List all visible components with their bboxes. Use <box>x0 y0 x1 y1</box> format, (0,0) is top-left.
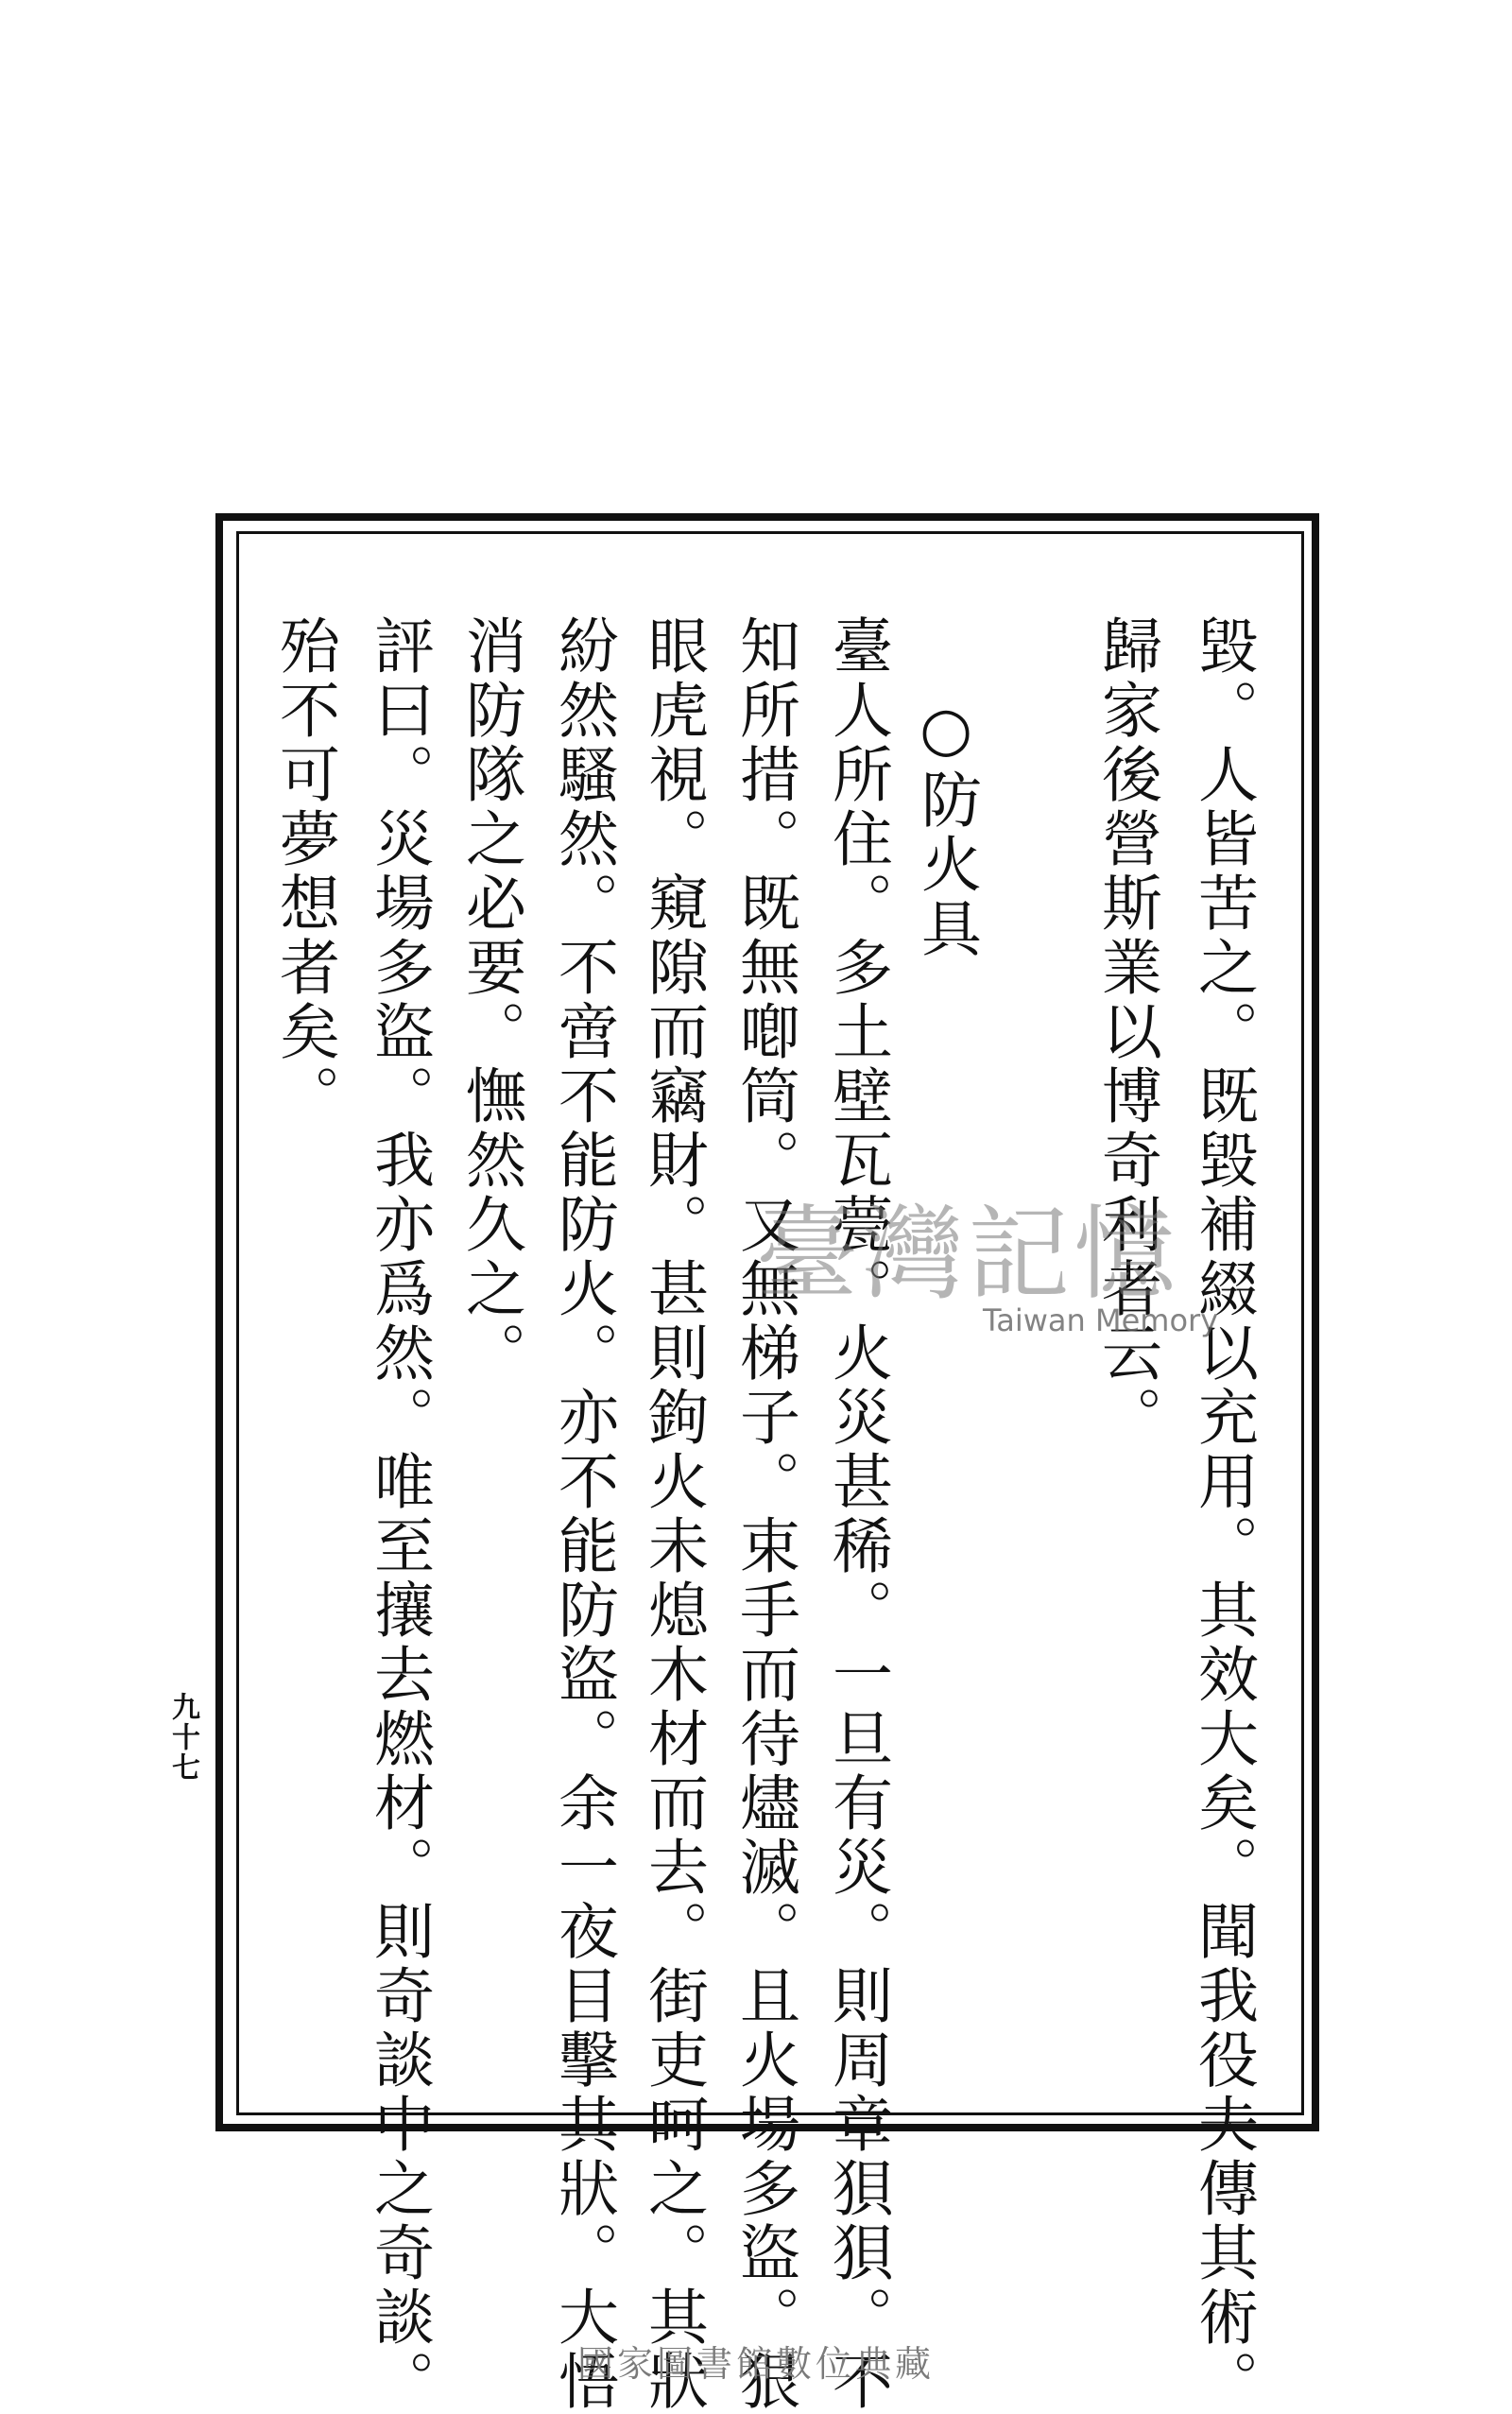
text-column-4: 臺人所住。多土壁瓦甍。火災甚稀。一旦有災。則周章狽狽。不 <box>822 614 892 2414</box>
commentary-column-2: 殆不可夢想者矣。 <box>269 614 339 1129</box>
text-column-5: 知所措。既無喞筒。又無梯子。束手而待燼滅。且火場多盜。狠 <box>730 614 799 2414</box>
section-heading: ○防火具 <box>911 695 981 961</box>
watermark-english: Taiwan Memory <box>983 1302 1219 1338</box>
text-column-8: 消防隊之必要。憮然久之。 <box>455 614 525 1386</box>
text-column-6: 眼虎視。窺隙而竊財。甚則鉤火未熄木材而去。街吏呵之。其狀 <box>638 614 708 2414</box>
watermark-chinese: 臺灣記憶 <box>756 1196 1180 1314</box>
text-column-2: 歸家後營斯業以博奇利者云。 <box>1091 614 1161 1450</box>
text-column-1: 毀。人皆苦之。既毀補綴以充用。其效大矣。聞我役夫傳其術。 <box>1188 614 1258 2414</box>
footer-credit: 國家圖書館數位典藏 <box>576 2343 935 2385</box>
text-column-7: 紛然騷然。不啻不能防火。亦不能防盜。余一夜目擊其狀。大悟 <box>548 614 618 2414</box>
page-number: 九十七 <box>166 1692 199 1783</box>
commentary-column-1: 評曰。災場多盜。我亦爲然。唯至攘去燃材。則奇談中之奇談。 <box>364 614 434 2414</box>
